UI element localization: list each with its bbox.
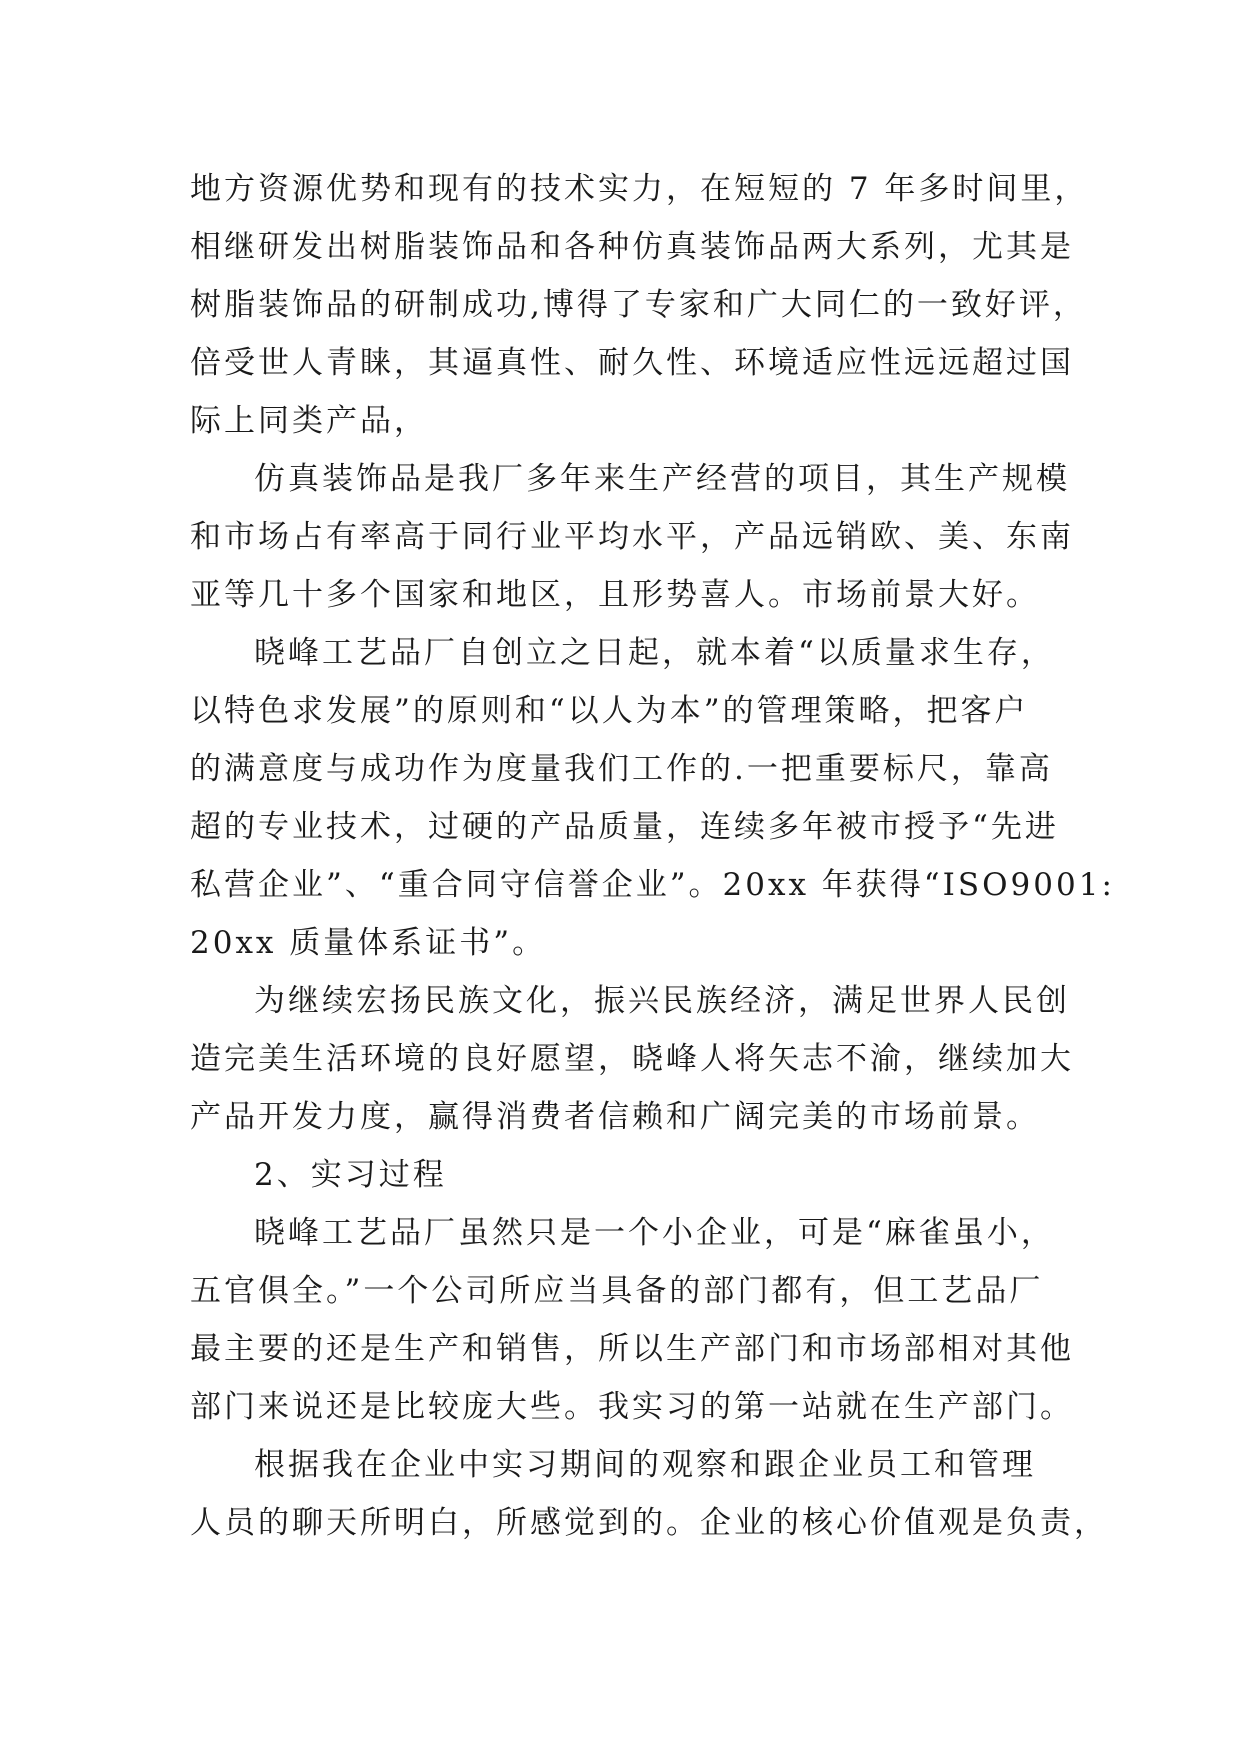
text-line: 2、实习过程 (254, 1157, 447, 1193)
paragraph (190, 1204, 1090, 1436)
text-line: 产品开发力度，赢得消费者信赖和广阔完美的市场前景。 (190, 1099, 1040, 1135)
text-line: 际上同类产品， (190, 403, 428, 439)
paragraph (190, 1146, 1090, 1204)
text-line: 倍受世人青睐，其逼真性、耐久性、环境适应性远远超过国 (190, 345, 1074, 381)
text-line: 私营企业”、“重合同守信誉企业”。20xx 年获得“ISO9001: (190, 867, 1115, 903)
paragraph (190, 624, 1115, 972)
text-line: 造完美生活环境的良好愿望，晓峰人将矢志不渝，继续加大 (190, 1041, 1074, 1077)
paragraph (190, 972, 1090, 1146)
text-line: 晓峰工艺品厂自创立之日起，就本着“以质量求生存， (254, 635, 1055, 671)
text-line: 最主要的还是生产和销售，所以生产部门和市场部相对其他 (190, 1331, 1074, 1367)
text-line: 超的专业技术，过硬的产品质量，连续多年被市授予“先进 (190, 809, 1059, 845)
text-line: 的满意度与成功作为度量我们工作的.一把重要标尺，靠高 (190, 751, 1053, 787)
text-line: 树脂装饰品的研制成功,博得了专家和广大同仁的一致好评， (190, 287, 1087, 323)
text-line: 部门来说还是比较庞大些。我实习的第一站就在生产部门。 (190, 1389, 1074, 1425)
text-line: 和市场占有率高于同行业平均水平，产品远销欧、美、东南 (190, 519, 1074, 555)
text-line: 人员的聊天所明白，所感觉到的。企业的核心价值观是负责， (190, 1505, 1108, 1541)
text-line: 为继续宏扬民族文化，振兴民族经济，满足世界人民创 (254, 983, 1070, 1019)
text-line: 晓峰工艺品厂虽然只是一个小企业，可是“麻雀虽小， (254, 1215, 1055, 1251)
paragraph (190, 1436, 1108, 1552)
text-line: 相继研发出树脂装饰品和各种仿真装饰品两大系列，尤其是 (190, 229, 1074, 265)
document-body (190, 160, 1115, 1552)
text-line: 根据我在企业中实习期间的观察和跟企业员工和管理 (254, 1447, 1036, 1483)
paragraph (190, 450, 1090, 624)
paragraph (190, 160, 1090, 450)
text-line: 仿真装饰品是我厂多年来生产经营的项目，其生产规模 (254, 461, 1070, 497)
text-line: 以特色求发展”的原则和“以人为本”的管理策略，把客户 (190, 693, 1029, 729)
text-line: 地方资源优势和现有的技术实力，在短短的 7 年多时间里， (190, 171, 1089, 207)
text-line: 亚等几十多个国家和地区，且形势喜人。市场前景大好。 (190, 577, 1040, 613)
text-line: 五官俱全。”一个公司所应当具备的部门都有，但工艺品厂 (190, 1273, 1044, 1309)
text-line: 20xx 质量体系证书”。 (190, 925, 547, 961)
